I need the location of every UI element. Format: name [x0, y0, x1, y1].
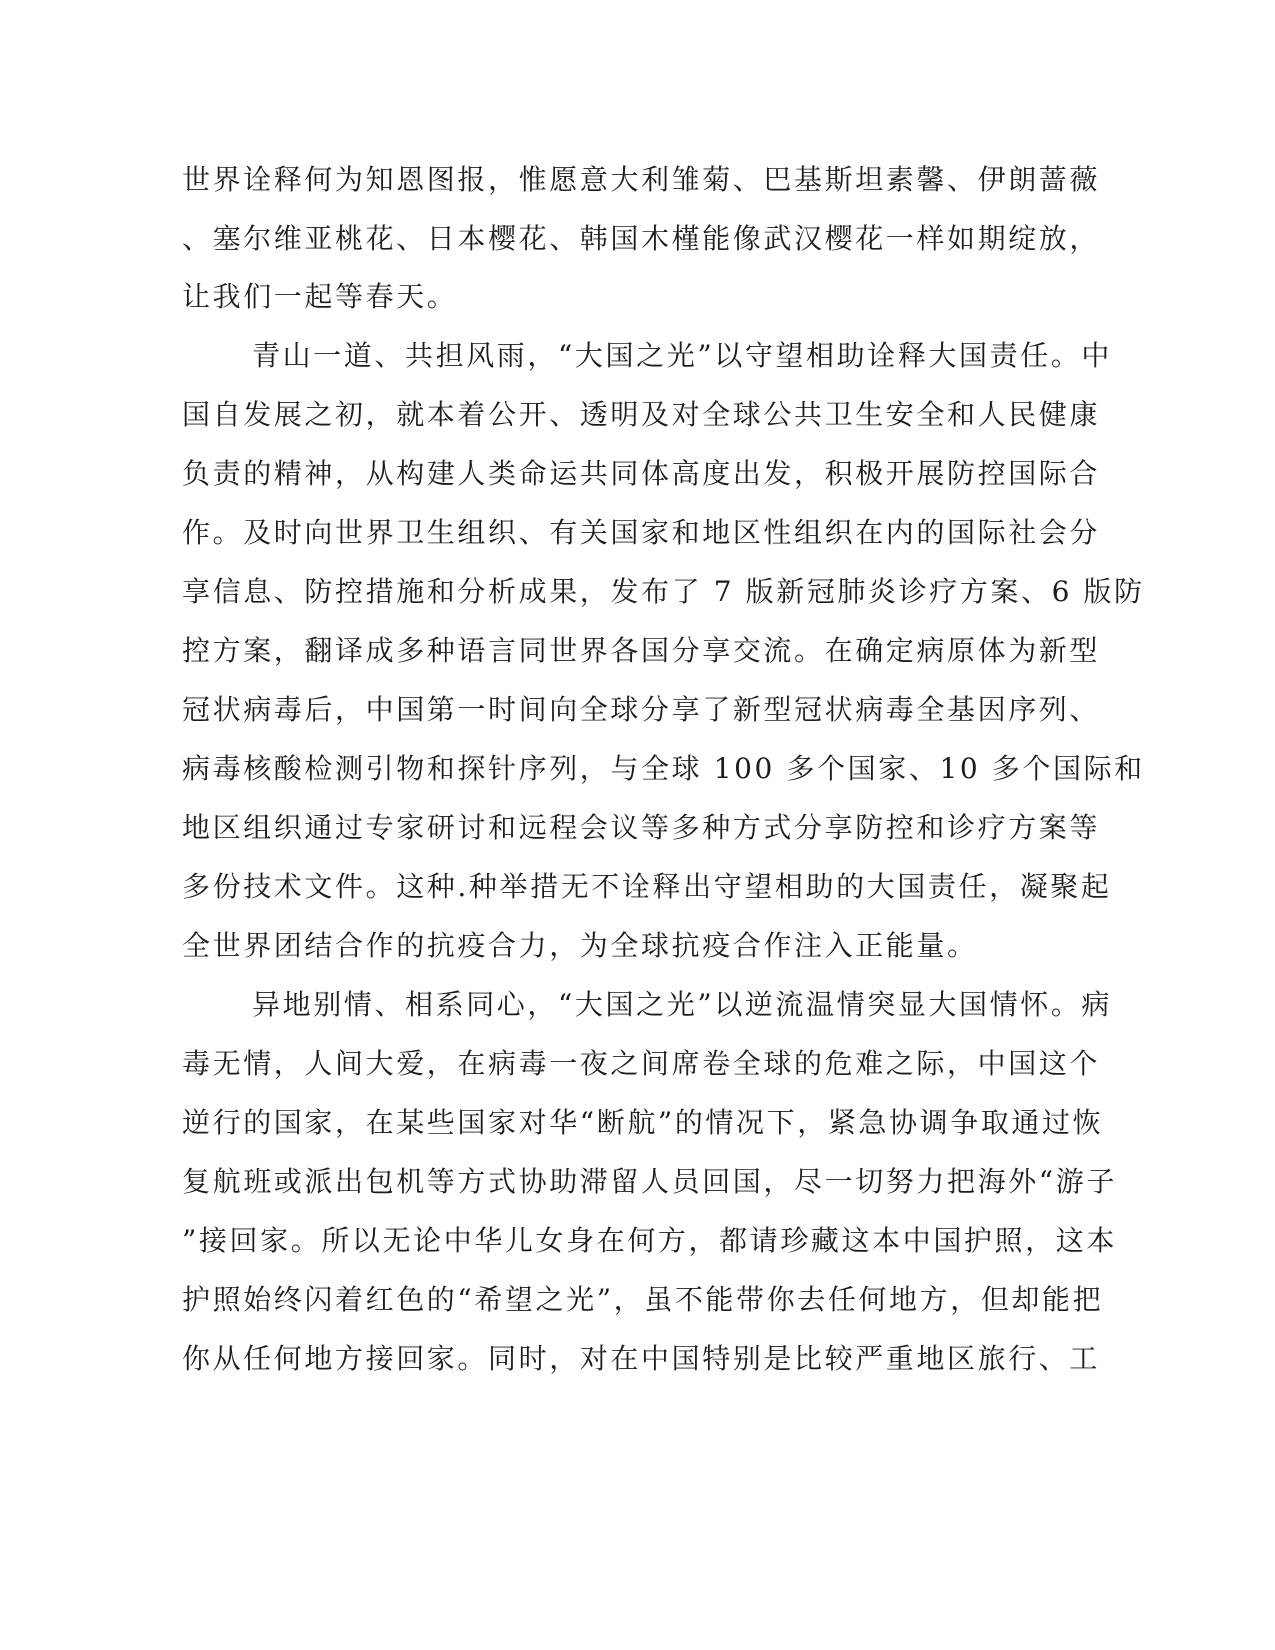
paragraph-first-line: 青山一道、共担风雨，“大国之光”以守望相助诠释大国责任。中: [252, 339, 1113, 372]
text-line: 毒无情，人间大爱，在病毒一夜之间席卷全球的危难之际，中国这个: [182, 1047, 1101, 1080]
text-line: 多份技术文件。这种.种举措无不诠释出守望相助的大国责任，凝聚起: [182, 870, 1112, 903]
text-line: 国自发展之初，就本着公开、透明及对全球公共卫生安全和人民健康: [182, 398, 1101, 431]
text-line: 冠状病毒后，中国第一时间向全球分享了新型冠状病毒全基因序列、: [182, 693, 1101, 726]
text-line: 让我们一起等春天。: [182, 280, 458, 313]
text-line: 负责的精神，从构建人类命运共同体高度出发，积极开展防控国际合: [182, 457, 1101, 490]
paragraph-first-line: 异地别情、相系同心，“大国之光”以逆流温情突显大国情怀。病: [252, 988, 1113, 1021]
text-line: 世界诠释何为知恩图报，惟愿意大利雏菊、巴基斯坦素馨、伊朗蔷薇: [182, 163, 1101, 196]
text-line: 地区组织通过专家研讨和远程会议等多种方式分享防控和诊疗方案等: [182, 811, 1101, 844]
text-line: 护照始终闪着红色的“希望之光”，虽不能带你去任何地方，但却能把: [182, 1283, 1104, 1316]
text-line: ”接回家。所以无论中华儿女身在何方，都请珍藏这本中国护照，这本: [182, 1224, 1117, 1257]
text-line: 作。及时向世界卫生组织、有关国家和地区性组织在内的国际社会分: [182, 516, 1101, 549]
text-line: 逆行的国家，在某些国家对华“断航”的情况下，紧急协调争取通过恢: [182, 1106, 1104, 1139]
text-line: 、塞尔维亚桃花、日本樱花、韩国木槿能像武汉樱花一样如期绽放，: [182, 222, 1101, 255]
text-line: 你从任何地方接回家。同时，对在中国特别是比较严重地区旅行、工: [182, 1342, 1101, 1375]
text-line: 控方案，翻译成多种语言同世界各国分享交流。在确定病原体为新型: [182, 634, 1101, 667]
text-line: 享信息、防控措施和分析成果，发布了 7 版新冠肺炎诊疗方案、6 版防: [182, 575, 1145, 608]
text-line: 复航班或派出包机等方式协助滞留人员回国，尽一切努力把海外“游子: [182, 1165, 1117, 1198]
text-line: 全世界团结合作的抗疫合力，为全球抗疫合作注入正能量。: [182, 929, 978, 962]
text-line: 病毒核酸检测引物和探针序列，与全球 100 多个国家、10 多个国际和: [182, 752, 1145, 785]
